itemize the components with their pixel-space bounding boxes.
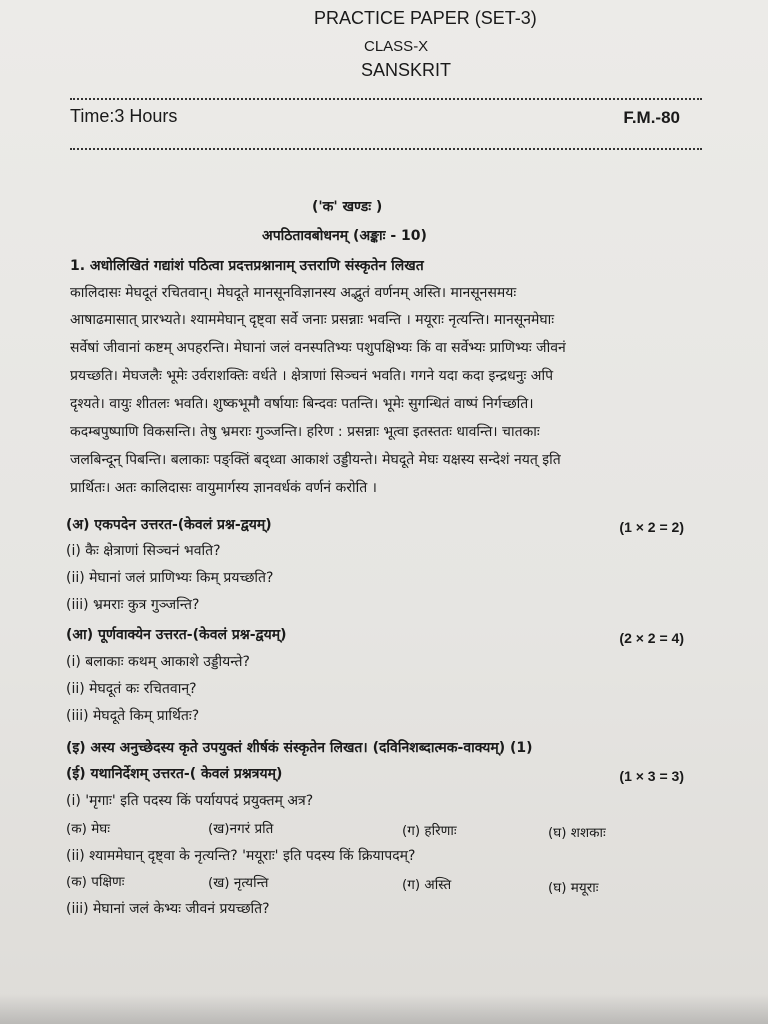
passage-line: प्रार्थितः। अतः कालिदासः वायुमार्गस्य ज्ञानवर्धकं वर्णनं करोति । [70, 480, 377, 496]
question-item: (ii) मेघानां जलं प्राणिभ्यः किम् प्रयच्छति? [66, 570, 274, 586]
option-item: (घ) शशकाः [548, 825, 606, 841]
option-item: (ग) अस्ति [402, 877, 452, 893]
question-item: (ii) श्याममेघान् दृष्ट्वा के नृत्यन्ति? 'मयूराः' इति पदस्य किं क्रियापदम्? [66, 848, 416, 864]
subject-label: SANSKRIT [361, 60, 452, 80]
question-item: (i) बलाकाः कथम् आकाशे उड्डीयन्ते? [66, 654, 250, 670]
part-ii-marks: (1 × 3 = 3) [619, 768, 684, 784]
option-item: (ख) नृत्यन्ति [208, 875, 269, 891]
part-a-heading: (अ) एकपदेन उत्तरत-(केवलं प्रश्न-द्वयम्) [66, 517, 272, 533]
passage-line: प्रयच्छति। मेघजलैः भूमेः उर्वराशक्तिः वर्धते । क्षेत्राणां सिञ्चनं भवति। गगने यदा कदा इन्द्रधनुः अपि [70, 368, 554, 384]
passage-line: कालिदासः मेघदूतं रचितवान्। मेघदूते मानसूनविज्ञानस्य अद्भुतं वर्णनम् अस्ति। मानसूनसमयः [70, 285, 517, 301]
time-label: Time:3 Hours [70, 106, 178, 126]
question-item: (i) 'मृगाः' इति पदस्य किं पर्यायपदं प्रयुक्तम् अत्र? [66, 793, 314, 809]
passage-line: आषाढमासात् प्रारभ्यते। श्याममेघान् दृष्ट्वा सर्वे जनाः प्रसन्नाः भवन्ति । मयूराः नृत्यन्ति। मानसूनमेघाः [70, 312, 555, 328]
question-item: (iii) मेघदूते किम् प्रार्थितः? [66, 708, 200, 724]
paper-title: PRACTICE PAPER (SET-3) [314, 8, 537, 28]
question-item: (iii) भ्रमराः कुत्र गुञ्जन्ति? [66, 597, 200, 613]
option-item: (क) पक्षिणः [66, 874, 125, 890]
section-heading: अपठितावबोधनम् (अङ्काः - 10) [262, 228, 427, 244]
question-item: (iii) मेघानां जलं केभ्यः जीवनं प्रयच्छति? [66, 901, 270, 917]
option-item: (घ) मयूराः [548, 880, 599, 896]
part-a-marks: (1 × 2 = 2) [619, 519, 684, 535]
q1-instruction: 1. अधोलिखितं गद्यांशं पठित्वा प्रदत्तप्रश्नानाम् उत्तराणि संस्कृतेन लिखत [70, 258, 424, 274]
class-label: CLASS-X [364, 38, 429, 55]
option-item: (क) मेघः [66, 821, 110, 837]
part-i-heading: (इ) अस्य अनुच्छेदस्य कृते उपयुक्तं शीर्षकं संस्कृतेन लिखत। (दविनिशब्दात्मक-वाक्यम्) (1) [66, 740, 533, 756]
option-item: (ग) हरिणाः [402, 823, 457, 839]
passage-line: कदम्बपुष्पाणि विकसन्ति। तेषु भ्रमराः गुञ्जन्ति। हरिण : प्रसन्नाः भूत्वा इतस्ततः धावन्ति। चातकाः [70, 424, 540, 440]
full-marks-label: F.M.-80 [623, 108, 680, 127]
part-ii-heading: (ई) यथानिर्देशम् उत्तरत-( केवलं प्रश्नत्रयम्) [66, 766, 283, 782]
section-name: ('क' खण्डः ) [312, 199, 383, 215]
option-item: (ख)नगरं प्रति [208, 821, 274, 837]
passage-line: दृश्यते। वायुः शीतलः भवति। शुष्कभूमौ वर्षायाः बिन्दवः पतन्ति। भूमेः सुगन्धितं वाष्पं निर्गच्छति। [70, 396, 534, 412]
question-item: (i) कैः क्षेत्राणां सिञ्चनं भवति? [66, 543, 221, 559]
passage-line: सर्वेषां जीवानां कष्टम् अपहरन्ति। मेघानां जलं वनस्पतिभ्यः पशुपक्षिभ्यः किं वा सर्वेभ्यः प्राणिभ्यः जीवनं [70, 340, 566, 356]
part-aa-marks: (2 × 2 = 4) [619, 630, 684, 646]
part-aa-heading: (आ) पूर्णवाक्येन उत्तरत-(केवलं प्रश्न-द्वयम्) [66, 627, 287, 643]
divider-top [70, 98, 702, 100]
question-item: (ii) मेघदूतं कः रचितवान्? [66, 681, 197, 697]
divider-bottom [70, 148, 702, 150]
passage-line: जलबिन्दून् पिबन्ति। बलाकाः पङ्क्तिं बद्ध्वा आकाशं उड्डीयन्ते। मेघदूते मेघः यक्षस्य सन्देशं नयत् इति [70, 452, 561, 468]
